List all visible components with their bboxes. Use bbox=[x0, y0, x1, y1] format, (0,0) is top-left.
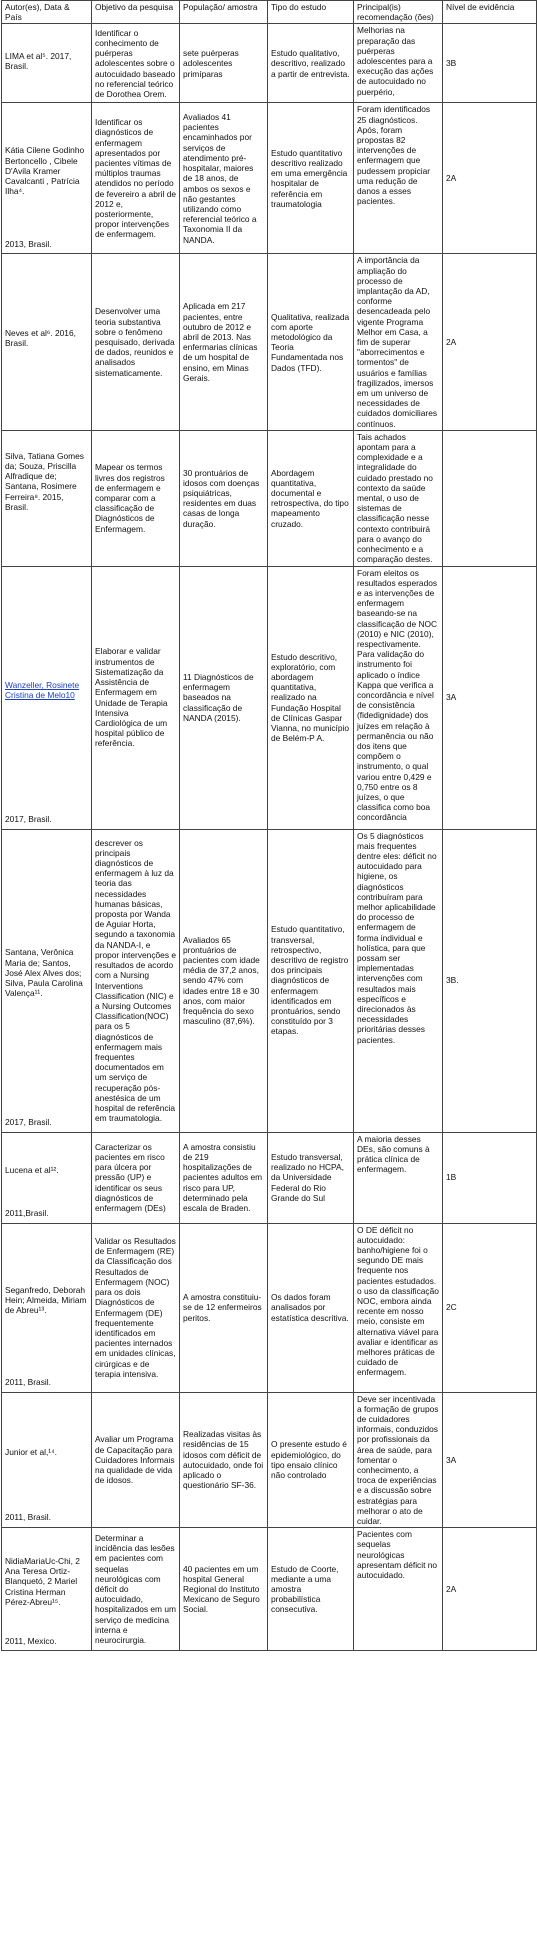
cell-recommendation: Melhorias na preparação das puérperas adolescentes para a execução das ações de autocuidado no puerpério, bbox=[354, 24, 443, 103]
author-year: 2013, Brasil. bbox=[5, 239, 52, 250]
author-text: LIMA et al⁵. 2017, Brasil. bbox=[5, 50, 72, 71]
table-row bbox=[2, 24, 537, 103]
author-text: Lucena et al¹². bbox=[5, 1164, 59, 1175]
author-text: Santana, Verônica Maria de; Santos, José Alex Alves dos; Silva, Paula Carolina Valença¹¹. bbox=[5, 947, 83, 999]
cell-recommendation: Tais achados apontam para a complexidade e a integralidade do cuidado prestado no contexto da saúde mental, o uso de sistemas de classificação nesse contexto contribuirá para o avanço do conhecimento e a comparação destes. bbox=[354, 430, 443, 566]
cell-study-type: Estudo de Coorte, mediante a uma amostra probabilística consecutiva. bbox=[268, 1528, 354, 1651]
cell-objective: Desenvolver uma teoria substantiva sobre o fenômeno pesquisado, derivada de dados, reunidos e analisados sistematicamente. bbox=[92, 254, 180, 430]
cell-evidence-level: 1B bbox=[443, 1132, 537, 1223]
cell-recommendation: O DE déficit no autocuidado: banho/higiene foi o segundo DE mais frequente nos pacientes estudados. o uso da classificação NOC, embora ainda recente em nosso meio, consiste em alternativa viável para avaliar e identificar as melhores práticas de cuidado de enfermagem. bbox=[354, 1223, 443, 1392]
cell-population: 11 Diagnósticos de enfermagem baseados na classificação de NANDA (2015). bbox=[180, 566, 268, 829]
cell-population: Realizadas visitas às residências de 15 idosos com déficit de autocuidado, onde foi aplicado o questionário SF-36. bbox=[180, 1392, 268, 1528]
cell-objective: Validar os Resultados de Enfermagem (RE) da Classificação dos Resultados de Enfermagem (NOC) para os dois Diagnósticos de Enfermagem (DE) frequentemente identificados em pacientes internados em unidades clínicas, cirúrgicas e de terapia intensiva. bbox=[92, 1223, 180, 1392]
cell-author bbox=[2, 1132, 92, 1223]
author-year bbox=[2, 97, 91, 100]
cell-evidence-level: 2A bbox=[443, 254, 537, 430]
cell-objective: Identificar os diagnósticos de enfermagem apresentados por pacientes vítimas de múltiplos traumas atendidos no período de fevereiro a abril de 2012 e, posteriormente, propor intervenções de enfermagem. bbox=[92, 103, 180, 254]
author-year: 2017, Brasil. bbox=[5, 1117, 52, 1128]
evidence-table bbox=[1, 0, 537, 1651]
cell-recommendation: Foram identificados 25 diagnósticos. Após, foram propostas 82 intervenções de enfermagem que pudessem propiciar uma redução de danos a esses pacientes. bbox=[354, 103, 443, 254]
author-year bbox=[2, 421, 91, 424]
author-link[interactable]: Wanzeller, Rosinete Cristina de Melo10 bbox=[5, 679, 80, 700]
author-text: Silva, Tatiana Gomes da; Souza, Priscilla Alfradique de; Santana, Rosimere Ferreira⁸. 2015, Brasil. bbox=[5, 450, 84, 512]
table-row bbox=[2, 1528, 537, 1651]
author-text: NidiaMariaUc-Chi, 2 Ana Teresa Ortiz-Blanquetó, 2 Mariel Cristina Herman Pérez-Abreu¹⁵. bbox=[5, 1556, 80, 1607]
header-row bbox=[2, 1, 537, 24]
cell-population: Avaliados 41 pacientes encaminhados por serviços de atendimento pré-hospitalar, maiores de 18 anos, de ambos os sexos e não gestantes utilizando como referencial teórico a Taxonomia II da NANDA. bbox=[180, 103, 268, 254]
cell-population: A amostra constituiu-se de 12 enfermeiros peritos. bbox=[180, 1223, 268, 1392]
cell-population: sete puérperas adolescentes primíparas bbox=[180, 24, 268, 103]
table-row bbox=[2, 1223, 537, 1392]
cell-study-type: Estudo quantitativo, transversal, retrospectivo, descritivo de registro dos principais diagnósticos de enfermagem identificados em prontuários, sendo constituído por 3 etapas. bbox=[268, 829, 354, 1132]
cell-study-type: Estudo descritivo, exploratório, com abordagem quantitativa, realizado na Fundação Hospital de Clínicas Gaspar Vianna, no município de Belém-P A. bbox=[268, 566, 354, 829]
header-author: Autor(es), Data & País bbox=[2, 1, 92, 24]
header-evidence-level: Nível de evidência bbox=[443, 1, 537, 24]
author-year: 2011, Brasil. bbox=[5, 1512, 51, 1523]
author-text: Neves et al⁶. 2016, Brasil. bbox=[5, 327, 76, 348]
cell-recommendation: Os 5 diagnósticos mais frequentes dentre eles: déficit no autocuidado para higiene, os diagnósticos contribuíram para melhor aplicabilidade do processo de enfermagem de forma individual e holística, para que possam ser implementadas intervenções com resultados mais específicos e direcionados às necessidades prioritárias desses pacientes. bbox=[354, 829, 443, 1132]
cell-study-type: Estudo qualitativo, descritivo, realizado a partir de entrevista. bbox=[268, 24, 354, 103]
cell-objective: Elaborar e validar instrumentos de Sistematização da Assistência de Enfermagem em Unidade de Terapia Intensiva Cardiológica de um hospital público de referência. bbox=[92, 566, 180, 829]
author-text: Seganfredo, Deborah Hein; Almeida, Miriam de Abreu¹³. bbox=[5, 1284, 87, 1315]
cell-objective: Caracterizar os pacientes em risco para úlcera por pressão (UP) e identificar os seus diagnósticos de enfermagem (DEs) bbox=[92, 1132, 180, 1223]
cell-study-type: Estudo transversal, realizado no HCPA, da Universidade Federal do Rio Grande do Sul bbox=[268, 1132, 354, 1223]
table-row bbox=[2, 1392, 537, 1528]
author-year: 2011,Brasil. bbox=[5, 1208, 49, 1219]
cell-evidence-level bbox=[443, 430, 537, 566]
author-year: 2011, Mexico. bbox=[5, 1635, 57, 1646]
table-row bbox=[2, 1132, 537, 1223]
cell-author bbox=[2, 1528, 92, 1651]
author-year: 2017, Brasil. bbox=[5, 814, 52, 825]
cell-objective: Avaliar um Programa de Capacitação para Cuidadores Informais na qualidade de vida de idosos. bbox=[92, 1392, 180, 1528]
cell-evidence-level: 2C bbox=[443, 1223, 537, 1392]
table-row bbox=[2, 430, 537, 566]
header-population: População/ amostra bbox=[180, 1, 268, 24]
header-recommendation: Principal(is) recomendação (ões) bbox=[354, 1, 443, 24]
cell-objective: descrever os principais diagnósticos de enfermagem à luz da teoria das necessidades humanas básicas, proposta por Wanda de Aguiar Horta, segundo a taxonomia da NANDA-I, e propor intervenções e resultados de acordo com a Nursing Interventions Classification (NIC) e a Nursing Outcomes Classification(NOC) para os 5 diagnósticos de enfermagem mais frequentes documentados em um serviço de recuperação pós-anestésica de um hospital de referência em traumatologia. bbox=[92, 829, 180, 1132]
cell-evidence-level: 3B. bbox=[443, 829, 537, 1132]
author-year bbox=[2, 532, 91, 535]
cell-study-type: Abordagem quantitativa, documental e retrospectiva, do tipo mapeamento cruzado. bbox=[268, 430, 354, 566]
cell-author bbox=[2, 566, 92, 829]
cell-objective: Identificar o conhecimento de puérperas adolescentes sobre o autocuidado baseado no referencial teórico de Dorothea Orem. bbox=[92, 24, 180, 103]
cell-evidence-level: 3A bbox=[443, 1392, 537, 1528]
cell-population: 30 prontuários de idosos com doenças psiquiátricas, residentes em duas casas de longa duração. bbox=[180, 430, 268, 566]
cell-study-type: Qualitativa, realizada com aporte metodológico da Teoria Fundamentada nos Dados (TFD). bbox=[268, 254, 354, 430]
author-year: 2011, Brasil. bbox=[5, 1377, 51, 1388]
cell-author bbox=[2, 24, 92, 103]
cell-objective: Determinar a incidência das lesões em pacientes com sequelas neurológicas com déficit do autocuidado, hospitalizados em um serviço de medicina interna e neurocirurgia. bbox=[92, 1528, 180, 1651]
cell-population: A amostra consistiu de 219 hospitalizações de pacientes adultos em risco para UP, determinado pela escala de Braden. bbox=[180, 1132, 268, 1223]
cell-recommendation: Deve ser incentivada a formação de grupos de cuidadores informais, conduzidos por profissionais da área de saúde, para fomentar o conhecimento, a troca de experiências e a discussão sobre estratégias para melhorar o ato de cuidar. bbox=[354, 1392, 443, 1528]
cell-author bbox=[2, 254, 92, 430]
cell-author bbox=[2, 1392, 92, 1528]
author-text: Kátia Cilene Godinho Bertoncello , Cibele D'Avila Kramer Cavalcanti , Patrícia Ilha⁴. bbox=[5, 145, 85, 197]
cell-population: Aplicada em 217 pacientes, entre outubro de 2012 e abril de 2013. Nas enfermarias clínicas de um hospital de ensino, em Minas Gerais. bbox=[180, 254, 268, 430]
cell-evidence-level: 3A bbox=[443, 566, 537, 829]
table-row bbox=[2, 254, 537, 430]
header-objective: Objetivo da pesquisa bbox=[92, 1, 180, 24]
cell-recommendation: Pacientes com sequelas neurológicas apresentam déficit no autocuidado. bbox=[354, 1528, 443, 1651]
table-row bbox=[2, 566, 537, 829]
cell-recommendation: A importância da ampliação do processo de implantação da AD, conforme desencadeada pelo vigente Programa Melhor em Casa, a fim de superar "aborrecimentos e tormentos" de usuários e famílias fragilizados, imersos em um universo de necessidades de cuidados domiciliares contínuos. bbox=[354, 254, 443, 430]
header-study-type: Tipo do estudo bbox=[268, 1, 354, 24]
cell-objective: Mapear os termos livres dos registros de enfermagem e comparar com a classificação de Diagnósticos de Enfermagem. bbox=[92, 430, 180, 566]
cell-study-type: Os dados foram analisados por estatística descritiva. bbox=[268, 1223, 354, 1392]
cell-author bbox=[2, 1223, 92, 1392]
table-row bbox=[2, 829, 537, 1132]
cell-recommendation: A maioria desses DEs, são comuns à prática clínica de enfermagem. bbox=[354, 1132, 443, 1223]
cell-population: Avaliados 65 prontuários de pacientes com idade média de 37,2 anos, sendo 47% com idades entre 18 e 30 anos, com maior frequência do sexo masculino (87,6%). bbox=[180, 829, 268, 1132]
cell-study-type: Estudo quantitativo descritivo realizado em uma emergência hospitalar de referência em traumatologia bbox=[268, 103, 354, 254]
cell-recommendation: Foram eleitos os resultados esperados e as intervenções de enfermagem baseando-se na classificação de NOC (2010) e NIC (2010), respectivamente. Para validação do instrumento foi aplicado o índice Kappa que verifica a concordância e nível de consistência (fidedignidade) dos juízes em relação à permanência ou não dos itens que compõem o instrumento, o qual variou entre 0,429 e 0,750 entre os 8 juízes, o que classifica como boa concordância bbox=[354, 566, 443, 829]
cell-author bbox=[2, 829, 92, 1132]
cell-author bbox=[2, 103, 92, 254]
cell-population: 40 pacientes em um hospital General Regional do Instituto Mexicano de Seguro Social. bbox=[180, 1528, 268, 1651]
cell-evidence-level: 2A bbox=[443, 103, 537, 254]
cell-study-type: O presente estudo é epidemiológico, do tipo ensaio clínico não controlado bbox=[268, 1392, 354, 1528]
cell-evidence-level: 2A bbox=[443, 1528, 537, 1651]
cell-author bbox=[2, 430, 92, 566]
table-row bbox=[2, 103, 537, 254]
cell-evidence-level: 3B bbox=[443, 24, 537, 103]
author-text: Junior et al,¹⁴. bbox=[5, 1446, 58, 1457]
